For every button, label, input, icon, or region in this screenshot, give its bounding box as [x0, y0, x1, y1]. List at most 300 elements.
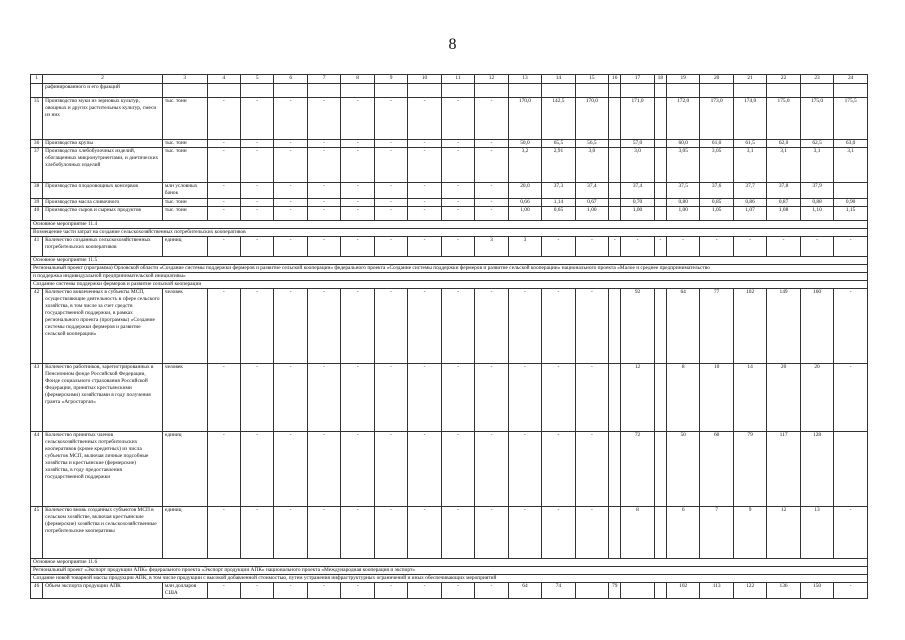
value-cell: [341, 84, 374, 98]
value-cell: 3,1: [733, 148, 766, 183]
value-cell: [654, 207, 666, 221]
value-cell: -: [274, 199, 307, 207]
value-cell: 3: [508, 237, 541, 257]
value-cell: 6: [666, 507, 699, 559]
value-cell: -: [475, 98, 508, 140]
value-cell: [408, 84, 441, 98]
value-cell: 1,00: [508, 207, 541, 221]
value-cell: -: [341, 148, 374, 183]
value-cell: -: [207, 98, 240, 140]
value-cell: 61,5: [733, 140, 766, 148]
value-cell: -: [374, 98, 407, 140]
value-cell: -: [834, 507, 868, 559]
value-cell: 0,90: [834, 199, 868, 207]
value-cell: -: [441, 98, 474, 140]
value-cell: [609, 364, 621, 432]
value-cell: 72: [621, 432, 654, 507]
value-cell: 149: [767, 289, 800, 364]
value-cell: 0,86: [733, 199, 766, 207]
value-cell: 172,0: [666, 98, 699, 140]
value-cell: -: [654, 237, 666, 257]
value-cell: -: [307, 199, 340, 207]
value-cell: -: [542, 237, 575, 257]
value-cell: -: [700, 237, 733, 257]
value-cell: -: [307, 148, 340, 183]
value-cell: -: [374, 289, 407, 364]
value-cell: 0,85: [700, 199, 733, 207]
value-cell: 77: [700, 289, 733, 364]
value-cell: [307, 84, 340, 98]
value-cell: -: [307, 507, 340, 559]
value-cell: 175,0: [800, 98, 833, 140]
indicator-name: Объем экспорта продукции АПК: [43, 583, 163, 599]
value-cell: -: [307, 432, 340, 507]
unit-cell: тыс. тонн: [162, 98, 207, 140]
section-title-text: Основное мероприятие 11.6: [31, 559, 868, 567]
value-cell: -: [800, 237, 833, 257]
value-cell: [654, 84, 666, 98]
value-cell: -: [240, 98, 273, 140]
value-cell: 175,0: [767, 98, 800, 140]
indicator-name: Количество вовлеченных в субъекты МСП, осуществляющие деятельность в сфере сельского хозяйства, в том числе за счет средств государственной поддержки, в рамках регионального проекта (программы) «Создание системы поддержки фермеров и развитие сельской кооперации»: [43, 289, 163, 364]
value-cell: [609, 140, 621, 148]
value-cell: [441, 84, 474, 98]
value-cell: -: [207, 140, 240, 148]
value-cell: -: [441, 199, 474, 207]
value-cell: -: [666, 237, 699, 257]
value-cell: [666, 84, 699, 98]
value-cell: 12: [621, 364, 654, 432]
value-cell: 50,0: [508, 140, 541, 148]
value-cell: 8: [666, 364, 699, 432]
section-title: [31, 257, 868, 265]
value-cell: [575, 583, 608, 599]
value-cell: -: [341, 199, 374, 207]
value-cell: 113: [700, 583, 733, 599]
value-cell: -: [441, 432, 474, 507]
value-cell: -: [441, 507, 474, 559]
section-subtitle-text: Возмещение части затрат на создание сельскохозяйственных потребительских кооперативов: [31, 229, 868, 237]
value-cell: -: [834, 237, 868, 257]
value-cell: -: [542, 364, 575, 432]
unit-cell: единиц: [162, 507, 207, 559]
value-cell: -: [475, 148, 508, 183]
row-number: 41: [31, 237, 43, 257]
value-cell: -: [475, 183, 508, 199]
value-cell: 65,5: [542, 140, 575, 148]
value-cell: 128: [800, 432, 833, 507]
value-cell: -: [207, 199, 240, 207]
unit-cell: тыс. тонн: [162, 140, 207, 148]
value-cell: 173,0: [700, 98, 733, 140]
value-cell: 8: [621, 507, 654, 559]
section-title: [31, 559, 868, 567]
value-cell: -: [274, 183, 307, 199]
indicator-name: Производство хлебобулочных изделий, обогащенных микронутриентами, и диетических хлебобулочных изделий: [43, 148, 163, 183]
value-cell: [609, 507, 621, 559]
value-cell: 3,0: [621, 148, 654, 183]
value-cell: -: [408, 507, 441, 559]
value-cell: 122: [733, 583, 766, 599]
value-cell: -: [475, 199, 508, 207]
header-cell: 21: [733, 75, 766, 84]
value-cell: [654, 432, 666, 507]
value-cell: 64: [666, 289, 699, 364]
header-cell: 11: [441, 75, 474, 84]
value-cell: [609, 199, 621, 207]
value-cell: -: [240, 140, 273, 148]
value-cell: -: [207, 207, 240, 221]
section-line-text: Создание новой товарной массы продукции АПК, в том числе продукции с высокой добавленной стоимостью, путем устранения инфраструктурных ограничений и иных обеспечивающих мероприятий: [31, 575, 868, 583]
value-cell: -: [240, 583, 273, 599]
value-cell: -: [240, 207, 273, 221]
value-cell: 0,88: [800, 199, 833, 207]
value-cell: -: [609, 237, 621, 257]
value-cell: 3: [475, 237, 508, 257]
value-cell: -: [508, 432, 541, 507]
header-cell: 12: [475, 75, 508, 84]
value-cell: -: [274, 140, 307, 148]
value-cell: [575, 84, 608, 98]
value-cell: -: [274, 207, 307, 221]
value-cell: [654, 583, 666, 599]
value-cell: 102: [666, 583, 699, 599]
indicator-name: Производство плодоовощных консервов: [43, 183, 163, 199]
value-cell: 3,05: [666, 148, 699, 183]
section-line: [31, 281, 868, 289]
value-cell: -: [207, 507, 240, 559]
value-cell: 1,14: [542, 199, 575, 207]
value-cell: -: [834, 364, 868, 432]
table-row: [31, 199, 868, 207]
value-cell: -: [341, 507, 374, 559]
value-cell: -: [274, 148, 307, 183]
value-cell: 20: [800, 364, 833, 432]
table-row: [31, 140, 868, 148]
value-cell: 60,0: [666, 140, 699, 148]
value-cell: 63,0: [834, 140, 868, 148]
header-cell: 16: [609, 75, 621, 84]
value-cell: -: [408, 237, 441, 257]
section-line-text: и поддержка индивидуальной предпринимательской инициативы»: [31, 273, 868, 281]
value-cell: -: [575, 364, 608, 432]
value-cell: [609, 289, 621, 364]
value-cell: 37,4: [621, 183, 654, 199]
value-cell: -: [240, 183, 273, 199]
value-cell: -: [441, 140, 474, 148]
section-line-text: Региональный проект «Экспорт продукции АПК» федерального проекта «Экспорт продукции АПК» национального проекта «Международная кооперация и экспорт»: [31, 567, 868, 575]
section-line: [31, 567, 868, 575]
unit-cell: тыс. тонн: [162, 207, 207, 221]
value-cell: -: [374, 199, 407, 207]
row-number: [31, 84, 43, 98]
value-cell: [700, 84, 733, 98]
table-row: [31, 237, 868, 257]
header-cell: 15: [575, 75, 608, 84]
value-cell: -: [274, 583, 307, 599]
value-cell: [834, 84, 868, 98]
value-cell: [475, 84, 508, 98]
value-cell: -: [274, 98, 307, 140]
value-cell: -: [240, 507, 273, 559]
value-cell: 20: [767, 364, 800, 432]
header-cell: 22: [767, 75, 800, 84]
value-cell: -: [341, 432, 374, 507]
value-cell: 1,07: [733, 207, 766, 221]
value-cell: -: [475, 289, 508, 364]
value-cell: -: [341, 207, 374, 221]
value-cell: -: [441, 364, 474, 432]
value-cell: -: [475, 432, 508, 507]
value-cell: -: [207, 364, 240, 432]
value-cell: 37,5: [666, 183, 699, 199]
unit-cell: млн условных банок: [162, 183, 207, 199]
value-cell: -: [307, 237, 340, 257]
value-cell: 150: [800, 583, 833, 599]
value-cell: 37,4: [575, 183, 608, 199]
value-cell: 3,1: [767, 148, 800, 183]
value-cell: 102: [733, 289, 766, 364]
value-cell: 3,0: [575, 148, 608, 183]
table-row: [31, 507, 868, 559]
value-cell: 1,00: [575, 207, 608, 221]
value-cell: 1,05: [700, 207, 733, 221]
value-cell: 13: [800, 507, 833, 559]
value-cell: -: [441, 207, 474, 221]
value-cell: [800, 84, 833, 98]
row-number: 44: [31, 432, 43, 507]
value-cell: -: [408, 432, 441, 507]
value-cell: 56,5: [575, 140, 608, 148]
value-cell: [274, 84, 307, 98]
value-cell: -: [408, 98, 441, 140]
value-cell: 37,8: [767, 183, 800, 199]
value-cell: 74: [542, 583, 575, 599]
page-number: 8: [448, 36, 457, 53]
value-cell: [654, 199, 666, 207]
value-cell: -: [274, 364, 307, 432]
row-number: 38: [31, 183, 43, 199]
value-cell: -: [621, 237, 654, 257]
value-cell: -: [508, 364, 541, 432]
value-cell: -: [575, 237, 608, 257]
section-line: [31, 575, 868, 583]
value-cell: -: [441, 148, 474, 183]
value-cell: 170,0: [508, 98, 541, 140]
value-cell: -: [441, 289, 474, 364]
indicator-name: Количество работников, зарегистрированных в Пенсионном фонде Российской Федерации, Фонде социального страхования Российской Федерации, принятых крестьянскими (фермерскими) хозяйствами в году получения гранта «Агростартап»: [43, 364, 163, 432]
value-cell: -: [475, 507, 508, 559]
header-cell: 17: [621, 75, 654, 84]
value-cell: -: [207, 583, 240, 599]
row-number: 43: [31, 364, 43, 432]
value-cell: 1,10: [800, 207, 833, 221]
indicator-name: Количество созданных сельскохозяйственных потребительских кооперативов: [43, 237, 163, 257]
value-cell: 61,0: [700, 140, 733, 148]
value-cell: -: [307, 364, 340, 432]
table-row: [31, 583, 868, 599]
value-cell: 0,65: [542, 207, 575, 221]
value-cell: [733, 84, 766, 98]
value-cell: -: [240, 432, 273, 507]
value-cell: 1,00: [666, 207, 699, 221]
value-cell: -: [374, 364, 407, 432]
value-cell: -: [834, 289, 868, 364]
value-cell: -: [374, 237, 407, 257]
value-cell: -: [307, 140, 340, 148]
unit-cell: тыс. тонн: [162, 148, 207, 183]
table-row: [31, 364, 868, 432]
header-row: [31, 75, 868, 84]
value-cell: -: [374, 507, 407, 559]
value-cell: -: [408, 289, 441, 364]
section-line: [31, 273, 868, 281]
header-cell: 14: [542, 75, 575, 84]
section-title-text: Основное мероприятие 11.5: [31, 257, 868, 265]
value-cell: [162, 84, 207, 98]
value-cell: 174,0: [733, 98, 766, 140]
value-cell: -: [441, 237, 474, 257]
value-cell: [609, 84, 621, 98]
table-row: [31, 207, 868, 221]
table-row: [31, 98, 868, 140]
value-cell: 14: [733, 364, 766, 432]
unit-cell: человек: [162, 364, 207, 432]
header-cell: 9: [374, 75, 407, 84]
value-cell: -: [207, 148, 240, 183]
header-cell: 2: [43, 75, 163, 84]
unit-cell: единиц: [162, 432, 207, 507]
value-cell: [621, 84, 654, 98]
indicator-name: Производство сыров и сырных продуктов: [43, 207, 163, 221]
value-cell: 37,9: [800, 183, 833, 199]
value-cell: 1,00: [621, 207, 654, 221]
value-cell: 20,0: [508, 183, 541, 199]
value-cell: [374, 84, 407, 98]
header-cell: 7: [307, 75, 340, 84]
value-cell: 0,80: [666, 199, 699, 207]
value-cell: 170,0: [575, 98, 608, 140]
value-cell: 37,6: [700, 183, 733, 199]
row-number: 35: [31, 98, 43, 140]
value-cell: 64: [508, 583, 541, 599]
value-cell: [609, 183, 621, 199]
value-cell: -: [575, 507, 608, 559]
value-cell: -: [508, 507, 541, 559]
value-cell: [240, 84, 273, 98]
value-cell: -: [341, 364, 374, 432]
value-cell: -: [240, 289, 273, 364]
value-cell: [609, 98, 621, 140]
value-cell: -: [374, 140, 407, 148]
value-cell: [609, 432, 621, 507]
value-cell: [609, 207, 621, 221]
value-cell: 0,66: [508, 199, 541, 207]
value-cell: 7: [700, 507, 733, 559]
row-number: 39: [31, 199, 43, 207]
value-cell: 142,5: [542, 98, 575, 140]
row-number: 36: [31, 140, 43, 148]
indicator-name: Производство крупы: [43, 140, 163, 148]
value-cell: 0,67: [575, 199, 608, 207]
value-cell: -: [341, 583, 374, 599]
header-cell: 6: [274, 75, 307, 84]
value-cell: 12: [767, 507, 800, 559]
value-cell: -: [341, 140, 374, 148]
header-cell: 20: [700, 75, 733, 84]
value-cell: 175,5: [834, 98, 868, 140]
value-cell: 1,15: [834, 207, 868, 221]
value-cell: 3,2: [508, 148, 541, 183]
value-cell: [542, 84, 575, 98]
value-cell: 3,1: [834, 148, 868, 183]
header-cell: 8: [341, 75, 374, 84]
value-cell: 160: [800, 289, 833, 364]
value-cell: 57,0: [621, 140, 654, 148]
value-cell: -: [542, 507, 575, 559]
value-cell: [508, 84, 541, 98]
unit-cell: тыс. тонн: [162, 199, 207, 207]
value-cell: [654, 140, 666, 148]
unit-cell: человек: [162, 289, 207, 364]
value-cell: -: [408, 148, 441, 183]
header-cell: 19: [666, 75, 699, 84]
value-cell: 10: [700, 364, 733, 432]
indicator-name: Количество вновь созданных субъектов МСП в сельском хозяйстве, включая крестьянские (фермерские) хозяйства и сельскохозяйственные потребительские кооперативы: [43, 507, 163, 559]
value-cell: -: [307, 98, 340, 140]
row-number: 45: [31, 507, 43, 559]
unit-cell: единиц: [162, 237, 207, 257]
value-cell: -: [542, 289, 575, 364]
value-cell: -: [207, 432, 240, 507]
value-cell: -: [240, 148, 273, 183]
table-row: [31, 148, 868, 183]
value-cell: -: [341, 289, 374, 364]
value-cell: 3,05: [700, 148, 733, 183]
header-cell: 23: [800, 75, 833, 84]
value-cell: -: [575, 432, 608, 507]
header-cell: 13: [508, 75, 541, 84]
value-cell: -: [475, 583, 508, 599]
section-line: [31, 265, 868, 273]
indicators-table: [30, 74, 868, 599]
indicator-name: рафинированного и его фракций: [43, 84, 163, 98]
value-cell: -: [475, 364, 508, 432]
value-cell: 79: [609, 583, 621, 599]
value-cell: -: [307, 207, 340, 221]
value-cell: 62,5: [800, 140, 833, 148]
value-cell: -: [307, 183, 340, 199]
value-cell: [654, 98, 666, 140]
header-cell: 4: [207, 75, 240, 84]
value-cell: [609, 148, 621, 183]
value-cell: 0,87: [767, 199, 800, 207]
header-cell: 5: [240, 75, 273, 84]
value-cell: -: [274, 237, 307, 257]
row-number: 37: [31, 148, 43, 183]
value-cell: 37,3: [542, 183, 575, 199]
value-cell: -: [240, 199, 273, 207]
table-row: [31, 84, 868, 98]
value-cell: -: [408, 207, 441, 221]
value-cell: -: [408, 583, 441, 599]
value-cell: -: [441, 583, 474, 599]
header-cell: 1: [31, 75, 43, 84]
value-cell: 50: [666, 432, 699, 507]
value-cell: [654, 289, 666, 364]
value-cell: -: [240, 237, 273, 257]
value-cell: [621, 583, 654, 599]
